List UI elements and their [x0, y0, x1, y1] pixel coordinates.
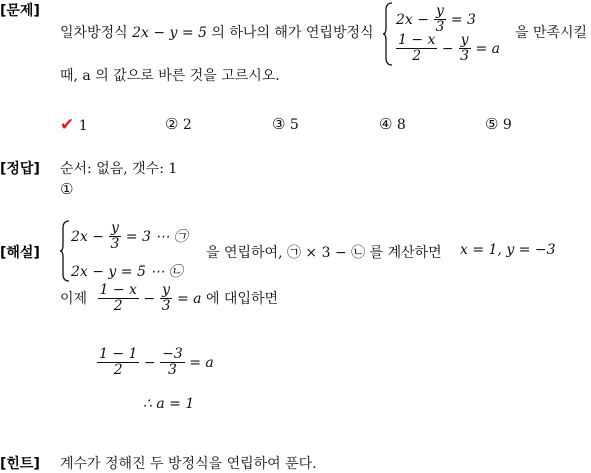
calc-fraction2	[160, 347, 185, 379]
system-equation-2	[396, 33, 500, 65]
sys-eq1-right: = 3	[450, 11, 476, 28]
sys-eq2-fraction1	[396, 33, 437, 65]
calculation-line	[97, 347, 214, 379]
exp-line2-prefix: 이제	[60, 290, 88, 307]
circled-3-icon: ③	[272, 115, 286, 133]
explanation-result: x = 1, y = −3	[460, 242, 556, 258]
choice-2-label: 2	[182, 117, 192, 133]
exp-eq1-fraction	[108, 221, 121, 253]
exp-line2-num2: y	[162, 282, 171, 298]
answer-circled-1-icon: ①	[60, 180, 74, 198]
therefore-line: ∴ a = 1	[143, 396, 195, 412]
sys-eq2-op: −	[441, 40, 454, 57]
sys-eq2-fraction2	[458, 33, 471, 65]
explanation-equation-2: 2x − y = 5 ⋯ ㉡	[71, 264, 183, 280]
explanation-text-1: 을 연립하여, ㉠ × 3 − ㉡ 를 계산하면	[206, 245, 442, 261]
calc-num2: −3	[162, 346, 183, 362]
choice-1[interactable]	[60, 115, 88, 135]
explanation-brace-icon	[59, 220, 71, 282]
explanation-tag: [해설]	[0, 245, 40, 261]
calc-den1: 2	[113, 362, 123, 379]
circled-4-icon: ④	[379, 115, 393, 133]
exp-eq1-left: 2x −	[71, 228, 104, 245]
problem-mid-text: 의 하나의 해가 연립방정식	[211, 25, 374, 41]
exp-line2-right: = a	[176, 290, 202, 307]
problem-line1-suffix: 을 만족시킬	[515, 25, 588, 41]
exp-line2-num1: 1 − x	[99, 282, 137, 298]
exp-line2-den2: 3	[161, 298, 171, 315]
hint-tag: [힌트]	[0, 456, 40, 472]
answer-tag: [정답]	[0, 161, 40, 177]
sys-eq1-den: 3	[435, 19, 445, 36]
problem-equation: 2x − y = 5	[132, 25, 207, 41]
sys-eq2-right: = a	[475, 40, 500, 57]
sys-eq2-den2: 3	[460, 48, 469, 65]
system-equation-1	[396, 4, 476, 36]
problem-tag: [문제]	[0, 3, 40, 19]
sys-eq1-left: 2x −	[396, 11, 429, 28]
sys-eq1-num: y	[435, 3, 444, 19]
explanation-equation-1	[71, 221, 188, 253]
exp-eq1-num: y	[110, 220, 119, 236]
sys-eq2-num2: y	[460, 32, 469, 48]
problem-prefix-text: 일차방정식	[60, 25, 128, 41]
hint-text: 계수가 정해진 두 방정식을 연립하여 푼다.	[60, 456, 317, 472]
exp-eq1-den: 3	[110, 236, 120, 253]
exp-line2-fraction1	[98, 283, 139, 315]
sys-eq1-fraction	[433, 4, 446, 36]
exp-eq1-right: = 3 ⋯ ㉠	[125, 228, 188, 245]
choice-5[interactable]	[485, 115, 512, 133]
exp-line2-suffix: 에 대입하면	[205, 290, 279, 307]
calc-fraction1	[97, 347, 139, 379]
check-mark-icon: ✔	[60, 115, 75, 135]
explanation-line-2	[60, 283, 278, 315]
choice-2[interactable]	[165, 115, 192, 133]
choice-4[interactable]	[379, 115, 406, 133]
calc-op: −	[143, 354, 156, 371]
choice-4-label: 8	[396, 117, 406, 133]
answer-info: 순서: 없음, 갯수: 1	[60, 161, 178, 177]
exp-line2-den1: 2	[113, 298, 123, 315]
choice-5-label: 9	[502, 117, 512, 133]
system-brace-icon	[382, 2, 394, 66]
exp-line2-fraction2	[160, 283, 173, 315]
exp-line2-op: −	[143, 290, 156, 307]
circled-2-icon: ②	[165, 115, 179, 133]
calc-den2: 3	[167, 362, 177, 379]
calc-right: = a	[189, 354, 214, 371]
problem-line1-prefix	[60, 22, 374, 42]
choice-1-label: 1	[78, 118, 88, 134]
problem-line2: 때, a 의 값으로 바른 것을 고르시오.	[60, 68, 280, 84]
sys-eq2-num1: 1 − x	[398, 32, 436, 48]
choice-3-label: 5	[289, 117, 299, 133]
sys-eq2-den1: 2	[412, 48, 422, 65]
calc-num1: 1 − 1	[99, 346, 138, 362]
circled-5-icon: ⑤	[485, 115, 499, 133]
choice-3[interactable]	[272, 115, 299, 133]
